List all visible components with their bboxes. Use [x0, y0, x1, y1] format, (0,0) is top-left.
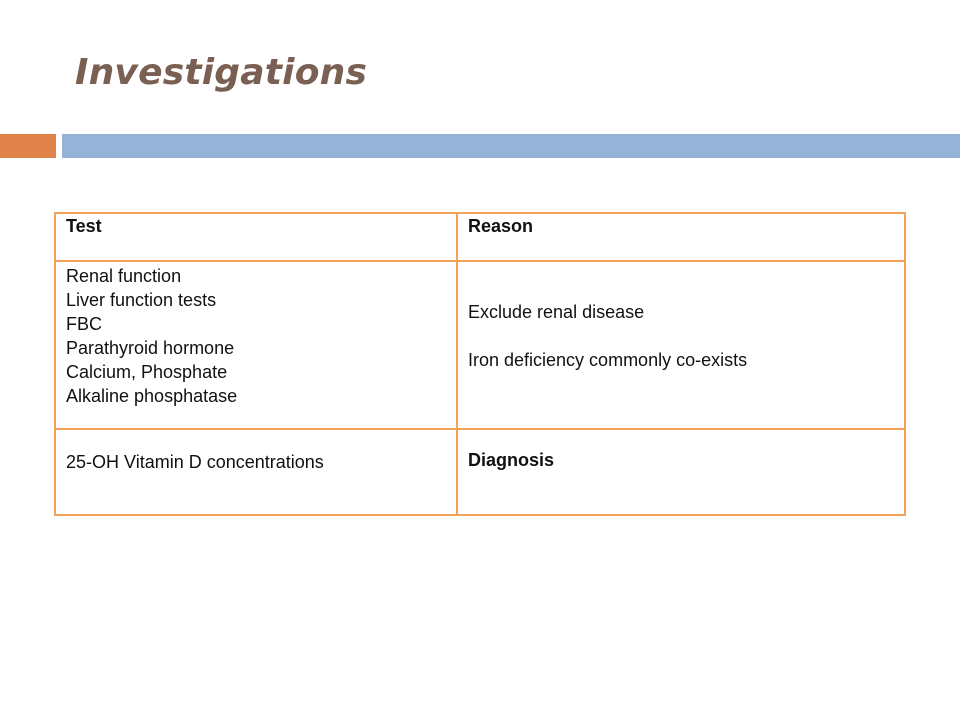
test-item: Renal function	[66, 266, 182, 286]
reason-cell	[457, 429, 905, 515]
test-item: FBC	[66, 314, 102, 334]
header-test: Test	[55, 213, 457, 261]
test-item: Parathyroid hormone	[66, 338, 235, 358]
investigations-table	[54, 212, 906, 516]
table-header-row	[55, 213, 905, 261]
test-item: Liver function tests	[66, 290, 217, 310]
slide-title: Investigations	[75, 52, 368, 93]
reason-item: Iron deficiency commonly co-exists	[468, 350, 748, 370]
reason-spacer	[468, 324, 894, 348]
test-item: Alkaline phosphatase	[66, 386, 238, 406]
table-row	[55, 261, 905, 429]
reason-item: Diagnosis	[468, 450, 555, 470]
test-cell	[55, 261, 457, 429]
reason-item: Exclude renal disease	[468, 302, 645, 322]
test-item: Calcium, Phosphate	[66, 362, 228, 382]
title-divider-bar	[62, 134, 960, 158]
table-row	[55, 429, 905, 515]
reason-cell	[457, 261, 905, 429]
header-reason: Reason	[457, 213, 905, 261]
title-accent-bar	[0, 134, 56, 158]
test-item: 25-OH Vitamin D concentrations	[66, 452, 324, 472]
test-cell	[55, 429, 457, 515]
